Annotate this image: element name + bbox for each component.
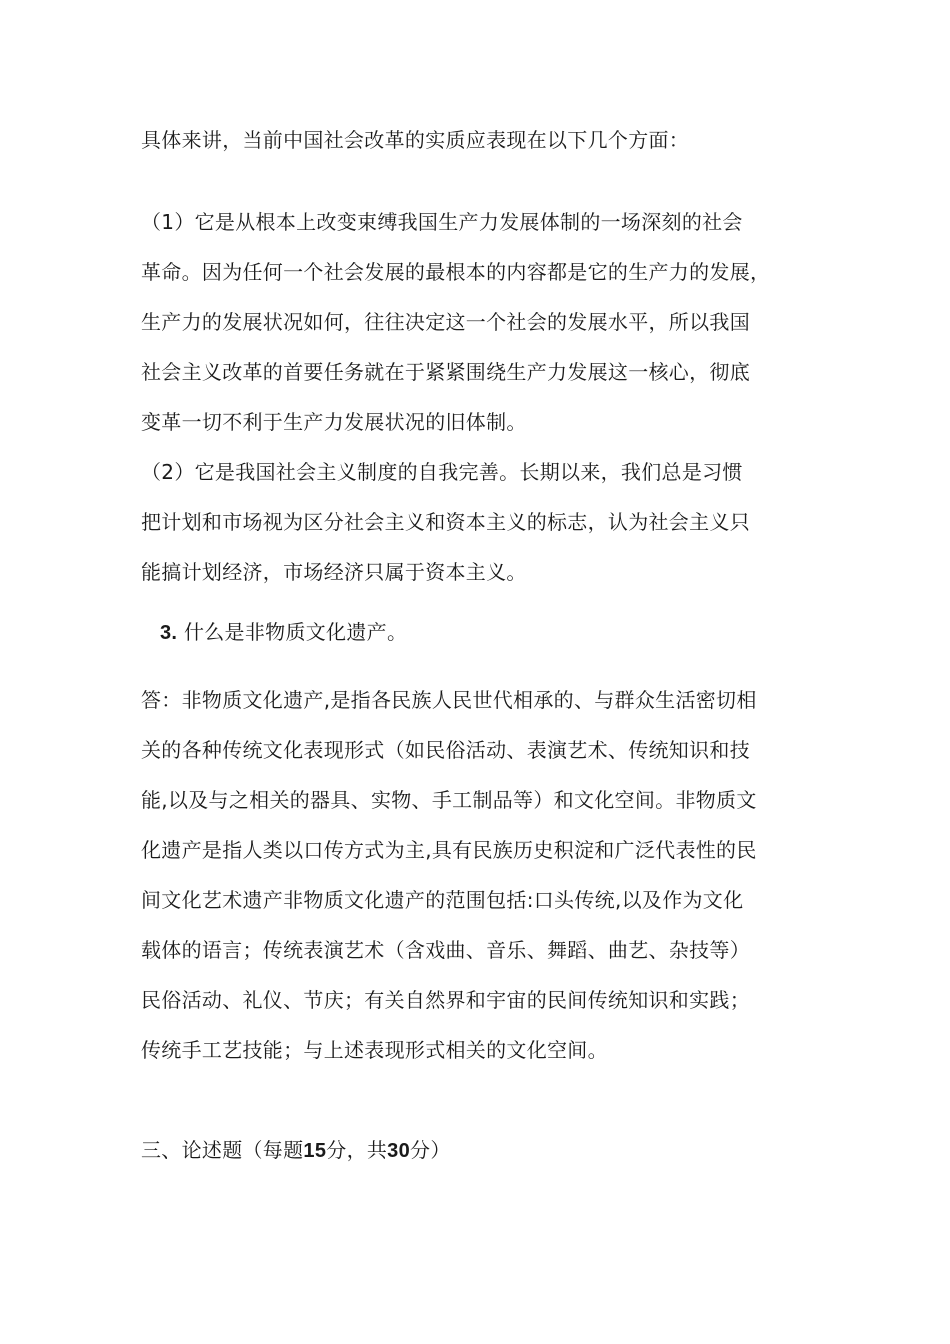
answer-line: 传统手工艺技能；与上述表现形式相关的文化空间。 [141, 1038, 608, 1062]
section-heading-prefix: 三、论述题（每题 [141, 1138, 304, 1162]
paragraph-line: 具体来讲，当前中国社会改革的实质应表现在以下几个方面： [141, 128, 690, 152]
section-heading-suffix: 分） [410, 1138, 451, 1162]
total-score: 30 [387, 1140, 411, 1162]
section-heading-middle: 分，共 [326, 1138, 388, 1162]
answer-line: 化遗产是指人类以口传方式为主,具有民族历史积淀和广泛代表性的民 [141, 838, 757, 862]
paragraph-line: 把计划和市场视为区分社会主义和资本主义的标志，认为社会主义只 [141, 510, 750, 534]
paragraph-line: （1）它是从根本上改变束缚我国生产力发展体制的一场深刻的社会 [141, 210, 743, 234]
paragraph-line: 生产力的发展状况如何，往往决定这一个社会的发展水平，所以我国 [141, 310, 750, 334]
section-heading [141, 1137, 451, 1164]
per-question-score: 15 [303, 1140, 327, 1162]
paragraph-line: 社会主义改革的首要任务就在于紧紧围绕生产力发展这一核心，彻底 [141, 360, 750, 384]
answer-line: 载体的语言；传统表演艺术（含戏曲、音乐、舞蹈、曲艺、杂技等） [141, 938, 750, 962]
answer-line: 能,以及与之相关的器具、实物、手工制品等）和文化空间。非物质文 [141, 788, 757, 812]
paragraph-line: 能搞计划经济，市场经济只属于资本主义。 [141, 560, 527, 584]
paragraph-line: 变革一切不利于生产力发展状况的旧体制。 [141, 410, 527, 434]
question-text: 什么是非物质文化遗产。 [177, 620, 408, 644]
answer-line: 关的各种传统文化表现形式（如民俗活动、表演艺术、传统知识和技 [141, 738, 750, 762]
question-number: 3. [160, 622, 178, 644]
paragraph-line: （2）它是我国社会主义制度的自我完善。长期以来，我们总是习惯 [141, 460, 743, 484]
answer-line: 答：非物质文化遗产,是指各民族人民世代相承的、与群众生活密切相 [141, 688, 757, 712]
question-heading [160, 619, 407, 646]
paragraph-line: 革命。因为任何一个社会发展的最根本的内容都是它的生产力的发展， [141, 260, 771, 284]
answer-line: 间文化艺术遗产非物质文化遗产的范围包括:口头传统,以及作为文化 [141, 888, 744, 912]
answer-line: 民俗活动、礼仪、节庆；有关自然界和宇宙的民间传统知识和实践； [141, 988, 750, 1012]
